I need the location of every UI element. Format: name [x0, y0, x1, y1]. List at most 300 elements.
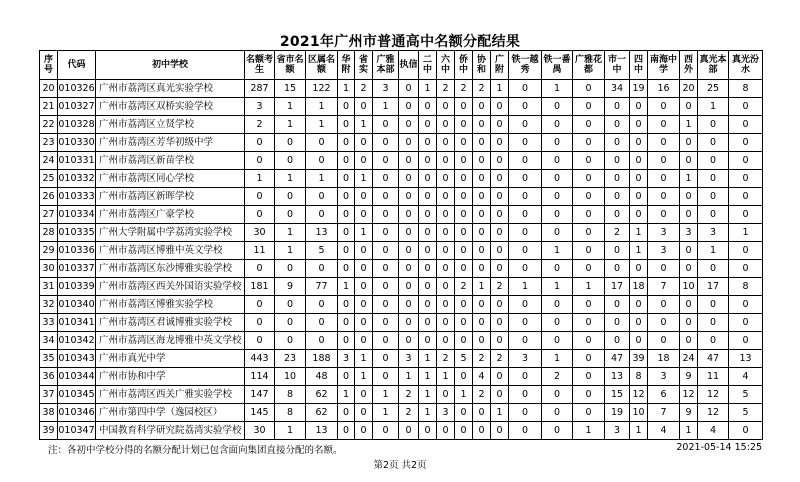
cell-sizhong: 8	[630, 368, 648, 386]
cell-guangfu: 0	[491, 134, 509, 152]
cell-prov_city: 1	[275, 116, 306, 134]
cell-huafu: 0	[338, 206, 355, 224]
cell-nanhai: 7	[648, 404, 680, 422]
cell-nanhai: 0	[648, 314, 680, 332]
cell-shengshi: 0	[355, 404, 373, 422]
cell-qiaozhong: 0	[455, 152, 473, 170]
cell-xiwai: 0	[680, 242, 698, 260]
cell-sizhong: 0	[630, 98, 648, 116]
cell-tieyi_yuexiu: 0	[509, 116, 542, 134]
cell-zhixin: 2	[399, 404, 419, 422]
cell-prov_city: 8	[275, 386, 306, 404]
cell-guangya_huadu: 0	[573, 350, 605, 368]
cell-zhenguang_main: 0	[698, 314, 729, 332]
cell-guangya_huadu: 0	[573, 314, 605, 332]
cell-zhenguang_main: 0	[698, 296, 729, 314]
table-row	[40, 350, 763, 368]
cell-sizhong: 1	[630, 242, 648, 260]
cell-liuzhong: 0	[437, 224, 455, 242]
cell-zhixin: 0	[399, 224, 419, 242]
cell-tieyi_yuexiu: 0	[509, 242, 542, 260]
cell-shengshi: 0	[355, 296, 373, 314]
cell-huafu: 0	[338, 134, 355, 152]
cell-tieyi_yuexiu: 0	[509, 80, 542, 98]
cell-shengshi: 0	[355, 386, 373, 404]
cell-zhenguang_fenshui: 5	[729, 386, 763, 404]
cell-zhixin: 3	[399, 350, 419, 368]
cell-shiyi: 15	[605, 386, 630, 404]
cell-prov_city: 1	[275, 98, 306, 116]
cell-liuzhong: 3	[437, 404, 455, 422]
cell-seq: 21	[40, 98, 58, 116]
column-header-xiwai: 西外	[680, 51, 698, 80]
cell-qiaozhong: 0	[455, 368, 473, 386]
cell-guangya_main: 0	[373, 224, 399, 242]
cell-qiaozhong: 1	[455, 386, 473, 404]
cell-seq: 31	[40, 278, 58, 296]
column-header-shengshi: 省实	[355, 51, 373, 80]
cell-shiyi: 34	[605, 80, 630, 98]
cell-liuzhong: 0	[437, 98, 455, 116]
cell-guangfu: 0	[491, 152, 509, 170]
column-header-liuzhong: 六中	[437, 51, 455, 80]
cell-school: 广州市荔湾区双桥实验学校	[96, 98, 245, 116]
cell-guangya_huadu: 0	[573, 188, 605, 206]
table-row	[40, 386, 763, 404]
cell-xiehe: 0	[473, 134, 491, 152]
cell-seq: 26	[40, 188, 58, 206]
cell-guangya_huadu: 0	[573, 116, 605, 134]
cell-zhixin: 0	[399, 80, 419, 98]
cell-zhenguang_fenshui: 8	[729, 80, 763, 98]
cell-zhenguang_fenshui: 13	[729, 350, 763, 368]
cell-liuzhong: 0	[437, 332, 455, 350]
cell-xiwai: 12	[680, 386, 698, 404]
table-row	[40, 80, 763, 98]
cell-shiyi: 2	[605, 224, 630, 242]
cell-district: 77	[306, 278, 338, 296]
cell-guangfu: 0	[491, 332, 509, 350]
cell-tieyi_panyu: 2	[542, 368, 573, 386]
cell-erzhong: 1	[419, 386, 437, 404]
cell-liuzhong: 2	[437, 350, 455, 368]
cell-sizhong: 39	[630, 350, 648, 368]
cell-zhenguang_fenshui: 0	[729, 206, 763, 224]
cell-tieyi_panyu: 0	[542, 332, 573, 350]
cell-sizhong: 1	[630, 224, 648, 242]
cell-school: 广州市荔湾区博雅中英文学校	[96, 242, 245, 260]
cell-school: 中国教育科学研究院荔湾实验学校	[96, 422, 245, 440]
column-header-prov_city: 省市名额	[275, 51, 306, 80]
cell-nanhai: 0	[648, 152, 680, 170]
cell-prov_city: 0	[275, 206, 306, 224]
cell-school: 广州市真光中学	[96, 350, 245, 368]
cell-guangya_huadu: 0	[573, 242, 605, 260]
cell-school: 广州市荔湾区西关外国语实验学校	[96, 278, 245, 296]
cell-tieyi_yuexiu: 0	[509, 368, 542, 386]
cell-xiehe: 0	[473, 98, 491, 116]
cell-seq: 38	[40, 404, 58, 422]
cell-xiehe: 0	[473, 404, 491, 422]
cell-erzhong: 0	[419, 314, 437, 332]
cell-quota_students: 145	[245, 404, 275, 422]
table-row	[40, 278, 763, 296]
cell-liuzhong: 0	[437, 152, 455, 170]
cell-guangya_main: 0	[373, 134, 399, 152]
cell-code: 010330	[58, 134, 96, 152]
cell-tieyi_panyu: 0	[542, 422, 573, 440]
cell-prov_city: 0	[275, 260, 306, 278]
cell-code: 010344	[58, 368, 96, 386]
cell-erzhong: 0	[419, 278, 437, 296]
cell-tieyi_yuexiu: 1	[509, 278, 542, 296]
cell-quota_students: 0	[245, 260, 275, 278]
cell-guangya_main: 0	[373, 116, 399, 134]
cell-zhenguang_fenshui: 0	[729, 260, 763, 278]
cell-prov_city: 0	[275, 134, 306, 152]
cell-code: 010335	[58, 224, 96, 242]
cell-tieyi_panyu: 1	[542, 350, 573, 368]
cell-xiehe: 0	[473, 170, 491, 188]
cell-huafu: 0	[338, 404, 355, 422]
cell-quota_students: 0	[245, 206, 275, 224]
cell-shiyi: 0	[605, 134, 630, 152]
cell-code: 010345	[58, 386, 96, 404]
cell-guangya_huadu: 0	[573, 206, 605, 224]
cell-zhenguang_main: 0	[698, 332, 729, 350]
cell-qiaozhong: 0	[455, 260, 473, 278]
cell-nanhai: 3	[648, 368, 680, 386]
cell-xiehe: 0	[473, 152, 491, 170]
cell-guangya_main: 0	[373, 332, 399, 350]
cell-sizhong: 0	[630, 116, 648, 134]
cell-erzhong: 1	[419, 80, 437, 98]
cell-erzhong: 0	[419, 116, 437, 134]
cell-code: 010327	[58, 98, 96, 116]
cell-sizhong: 0	[630, 152, 648, 170]
cell-guangya_huadu: 0	[573, 224, 605, 242]
cell-shengshi: 1	[355, 368, 373, 386]
cell-xiehe: 0	[473, 188, 491, 206]
cell-xiwai: 1	[680, 170, 698, 188]
column-header-huafu: 华附	[338, 51, 355, 80]
cell-tieyi_panyu: 0	[542, 404, 573, 422]
cell-seq: 37	[40, 386, 58, 404]
cell-guangfu: 1	[491, 80, 509, 98]
cell-guangya_huadu: 0	[573, 296, 605, 314]
cell-erzhong: 1	[419, 404, 437, 422]
cell-huafu: 0	[338, 332, 355, 350]
column-header-school: 初中学校	[96, 51, 245, 80]
cell-guangfu: 0	[491, 314, 509, 332]
cell-quota_students: 114	[245, 368, 275, 386]
cell-tieyi_panyu: 0	[542, 188, 573, 206]
cell-guangfu: 0	[491, 296, 509, 314]
cell-huafu: 0	[338, 116, 355, 134]
cell-school: 广州市荔湾区博雅实验学校	[96, 296, 245, 314]
cell-seq: 28	[40, 224, 58, 242]
cell-zhenguang_fenshui: 0	[729, 296, 763, 314]
column-header-xiehe: 协和	[473, 51, 491, 80]
cell-erzhong: 1	[419, 368, 437, 386]
cell-nanhai: 3	[648, 224, 680, 242]
cell-xiwai: 1	[680, 116, 698, 134]
cell-guangya_main: 0	[373, 314, 399, 332]
cell-sizhong: 19	[630, 80, 648, 98]
cell-quota_students: 30	[245, 422, 275, 440]
cell-tieyi_yuexiu: 3	[509, 350, 542, 368]
cell-shiyi: 0	[605, 206, 630, 224]
cell-liuzhong: 2	[437, 80, 455, 98]
cell-qiaozhong: 0	[455, 224, 473, 242]
table-row	[40, 314, 763, 332]
cell-nanhai: 3	[648, 242, 680, 260]
cell-tieyi_yuexiu: 0	[509, 170, 542, 188]
cell-zhenguang_fenshui: 5	[729, 404, 763, 422]
cell-seq: 33	[40, 314, 58, 332]
cell-xiehe: 2	[473, 350, 491, 368]
cell-guangfu: 2	[491, 278, 509, 296]
cell-huafu: 1	[338, 386, 355, 404]
cell-sizhong: 18	[630, 278, 648, 296]
cell-guangya_huadu: 0	[573, 368, 605, 386]
cell-tieyi_panyu: 0	[542, 314, 573, 332]
cell-tieyi_yuexiu: 0	[509, 224, 542, 242]
cell-sizhong: 12	[630, 386, 648, 404]
cell-code: 010340	[58, 296, 96, 314]
cell-prov_city: 0	[275, 188, 306, 206]
cell-code: 010326	[58, 80, 96, 98]
cell-zhixin: 2	[399, 386, 419, 404]
cell-guangya_main: 3	[373, 80, 399, 98]
cell-seq: 32	[40, 296, 58, 314]
cell-xiwai: 0	[680, 332, 698, 350]
table-row	[40, 116, 763, 134]
cell-district: 188	[306, 350, 338, 368]
cell-huafu: 1	[338, 80, 355, 98]
cell-district: 62	[306, 386, 338, 404]
cell-guangya_main: 1	[373, 386, 399, 404]
footnote: 注：各初中学校分得的名额分配计划已包含面向集团直接分配的名额。	[48, 445, 343, 456]
cell-shengshi: 0	[355, 260, 373, 278]
cell-liuzhong: 0	[437, 206, 455, 224]
cell-zhixin: 0	[399, 206, 419, 224]
cell-prov_city: 0	[275, 296, 306, 314]
cell-guangfu: 0	[491, 98, 509, 116]
cell-liuzhong: 0	[437, 242, 455, 260]
cell-guangya_main: 0	[373, 152, 399, 170]
cell-zhenguang_main: 17	[698, 278, 729, 296]
cell-sizhong: 0	[630, 260, 648, 278]
cell-tieyi_yuexiu: 0	[509, 260, 542, 278]
cell-xiwai: 20	[680, 80, 698, 98]
cell-zhenguang_main: 11	[698, 368, 729, 386]
column-header-guangfu: 广附	[491, 51, 509, 80]
cell-zhixin: 0	[399, 98, 419, 116]
cell-zhenguang_fenshui: 0	[729, 152, 763, 170]
column-header-sizhong: 四中	[630, 51, 648, 80]
cell-zhenguang_main: 0	[698, 260, 729, 278]
cell-tieyi_yuexiu: 0	[509, 314, 542, 332]
cell-huafu: 0	[338, 98, 355, 116]
cell-district: 0	[306, 134, 338, 152]
cell-shengshi: 1	[355, 170, 373, 188]
cell-tieyi_panyu: 0	[542, 386, 573, 404]
cell-seq: 27	[40, 206, 58, 224]
cell-seq: 25	[40, 170, 58, 188]
cell-qiaozhong: 0	[455, 314, 473, 332]
cell-erzhong: 0	[419, 206, 437, 224]
cell-xiehe: 2	[473, 80, 491, 98]
cell-zhixin: 0	[399, 422, 419, 440]
cell-tieyi_yuexiu: 0	[509, 386, 542, 404]
table-row	[40, 224, 763, 242]
table-row	[40, 242, 763, 260]
cell-seq: 39	[40, 422, 58, 440]
cell-school: 广州市荔湾区广豪学校	[96, 206, 245, 224]
cell-qiaozhong: 0	[455, 404, 473, 422]
cell-shiyi: 0	[605, 242, 630, 260]
cell-prov_city: 1	[275, 170, 306, 188]
cell-zhixin: 0	[399, 170, 419, 188]
cell-quota_students: 443	[245, 350, 275, 368]
cell-huafu: 0	[338, 170, 355, 188]
table-row	[40, 332, 763, 350]
cell-guangya_huadu: 0	[573, 98, 605, 116]
cell-school: 广州市荔湾区新苗学校	[96, 152, 245, 170]
cell-guangya_main: 0	[373, 242, 399, 260]
column-header-seq: 序号	[40, 51, 58, 80]
cell-zhixin: 0	[399, 152, 419, 170]
cell-guangya_main: 1	[373, 98, 399, 116]
cell-zhenguang_main: 1	[698, 98, 729, 116]
cell-seq: 30	[40, 260, 58, 278]
cell-zhenguang_main: 12	[698, 404, 729, 422]
cell-shiyi: 0	[605, 332, 630, 350]
cell-xiwai: 0	[680, 296, 698, 314]
cell-quota_students: 147	[245, 386, 275, 404]
cell-prov_city: 0	[275, 152, 306, 170]
cell-sizhong: 0	[630, 314, 648, 332]
cell-zhenguang_fenshui: 0	[729, 242, 763, 260]
cell-qiaozhong: 0	[455, 242, 473, 260]
cell-guangfu: 0	[491, 116, 509, 134]
cell-district: 13	[306, 224, 338, 242]
cell-sizhong: 0	[630, 332, 648, 350]
cell-tieyi_yuexiu: 0	[509, 206, 542, 224]
cell-tieyi_panyu: 1	[542, 242, 573, 260]
cell-district: 13	[306, 422, 338, 440]
cell-quota_students: 0	[245, 134, 275, 152]
cell-school: 广州大学附属中学荔湾实验学校	[96, 224, 245, 242]
cell-seq: 24	[40, 152, 58, 170]
cell-tieyi_yuexiu: 0	[509, 332, 542, 350]
cell-nanhai: 0	[648, 116, 680, 134]
cell-school: 广州市荔湾区立贤学校	[96, 116, 245, 134]
cell-tieyi_panyu: 0	[542, 206, 573, 224]
cell-liuzhong: 0	[437, 314, 455, 332]
cell-shiyi: 0	[605, 152, 630, 170]
cell-quota_students: 1	[245, 170, 275, 188]
cell-xiwai: 0	[680, 152, 698, 170]
cell-zhixin: 0	[399, 134, 419, 152]
cell-zhenguang_main: 1	[698, 242, 729, 260]
cell-qiaozhong: 0	[455, 170, 473, 188]
cell-qiaozhong: 0	[455, 206, 473, 224]
cell-quota_students: 0	[245, 296, 275, 314]
cell-zhixin: 0	[399, 260, 419, 278]
cell-quota_students: 287	[245, 80, 275, 98]
cell-district: 0	[306, 188, 338, 206]
cell-zhixin: 1	[399, 368, 419, 386]
cell-seq: 36	[40, 368, 58, 386]
cell-zhenguang_main: 0	[698, 152, 729, 170]
cell-xiwai: 0	[680, 206, 698, 224]
cell-school: 广州市第四中学（逸园校区）	[96, 404, 245, 422]
cell-tieyi_panyu: 0	[542, 224, 573, 242]
cell-erzhong: 0	[419, 260, 437, 278]
cell-guangya_huadu: 1	[573, 278, 605, 296]
cell-quota_students: 11	[245, 242, 275, 260]
cell-guangya_main: 1	[373, 404, 399, 422]
cell-zhenguang_fenshui: 0	[729, 170, 763, 188]
cell-district: 62	[306, 404, 338, 422]
cell-shengshi: 1	[355, 116, 373, 134]
cell-school: 广州市荔湾区同心学校	[96, 170, 245, 188]
cell-guangya_huadu: 0	[573, 260, 605, 278]
cell-district: 1	[306, 98, 338, 116]
table-row	[40, 188, 763, 206]
cell-huafu: 1	[338, 278, 355, 296]
cell-shiyi: 0	[605, 314, 630, 332]
cell-shiyi: 47	[605, 350, 630, 368]
cell-erzhong: 0	[419, 422, 437, 440]
cell-prov_city: 0	[275, 314, 306, 332]
cell-guangya_huadu: 1	[573, 422, 605, 440]
cell-quota_students: 0	[245, 188, 275, 206]
cell-prov_city: 10	[275, 368, 306, 386]
cell-tieyi_panyu: 0	[542, 170, 573, 188]
cell-erzhong: 0	[419, 332, 437, 350]
cell-xiwai: 3	[680, 224, 698, 242]
table-row	[40, 134, 763, 152]
cell-huafu: 0	[338, 422, 355, 440]
cell-district: 0	[306, 206, 338, 224]
cell-sizhong: 0	[630, 134, 648, 152]
cell-code: 010336	[58, 242, 96, 260]
cell-qiaozhong: 0	[455, 98, 473, 116]
cell-zhenguang_fenshui: 0	[729, 98, 763, 116]
cell-zhixin: 0	[399, 296, 419, 314]
cell-tieyi_yuexiu: 0	[509, 152, 542, 170]
cell-xiwai: 0	[680, 314, 698, 332]
cell-guangya_main: 0	[373, 368, 399, 386]
cell-zhenguang_main: 3	[698, 224, 729, 242]
cell-zhenguang_fenshui: 1	[729, 224, 763, 242]
cell-shiyi: 0	[605, 170, 630, 188]
cell-xiehe: 0	[473, 296, 491, 314]
cell-tieyi_yuexiu: 0	[509, 134, 542, 152]
cell-zhenguang_fenshui: 0	[729, 116, 763, 134]
cell-erzhong: 0	[419, 242, 437, 260]
cell-nanhai: 18	[648, 350, 680, 368]
cell-district: 5	[306, 242, 338, 260]
cell-erzhong: 1	[419, 350, 437, 368]
print-timestamp: 2021-05-14 15:25	[676, 442, 762, 453]
cell-shiyi: 3	[605, 422, 630, 440]
cell-seq: 35	[40, 350, 58, 368]
cell-prov_city: 9	[275, 278, 306, 296]
